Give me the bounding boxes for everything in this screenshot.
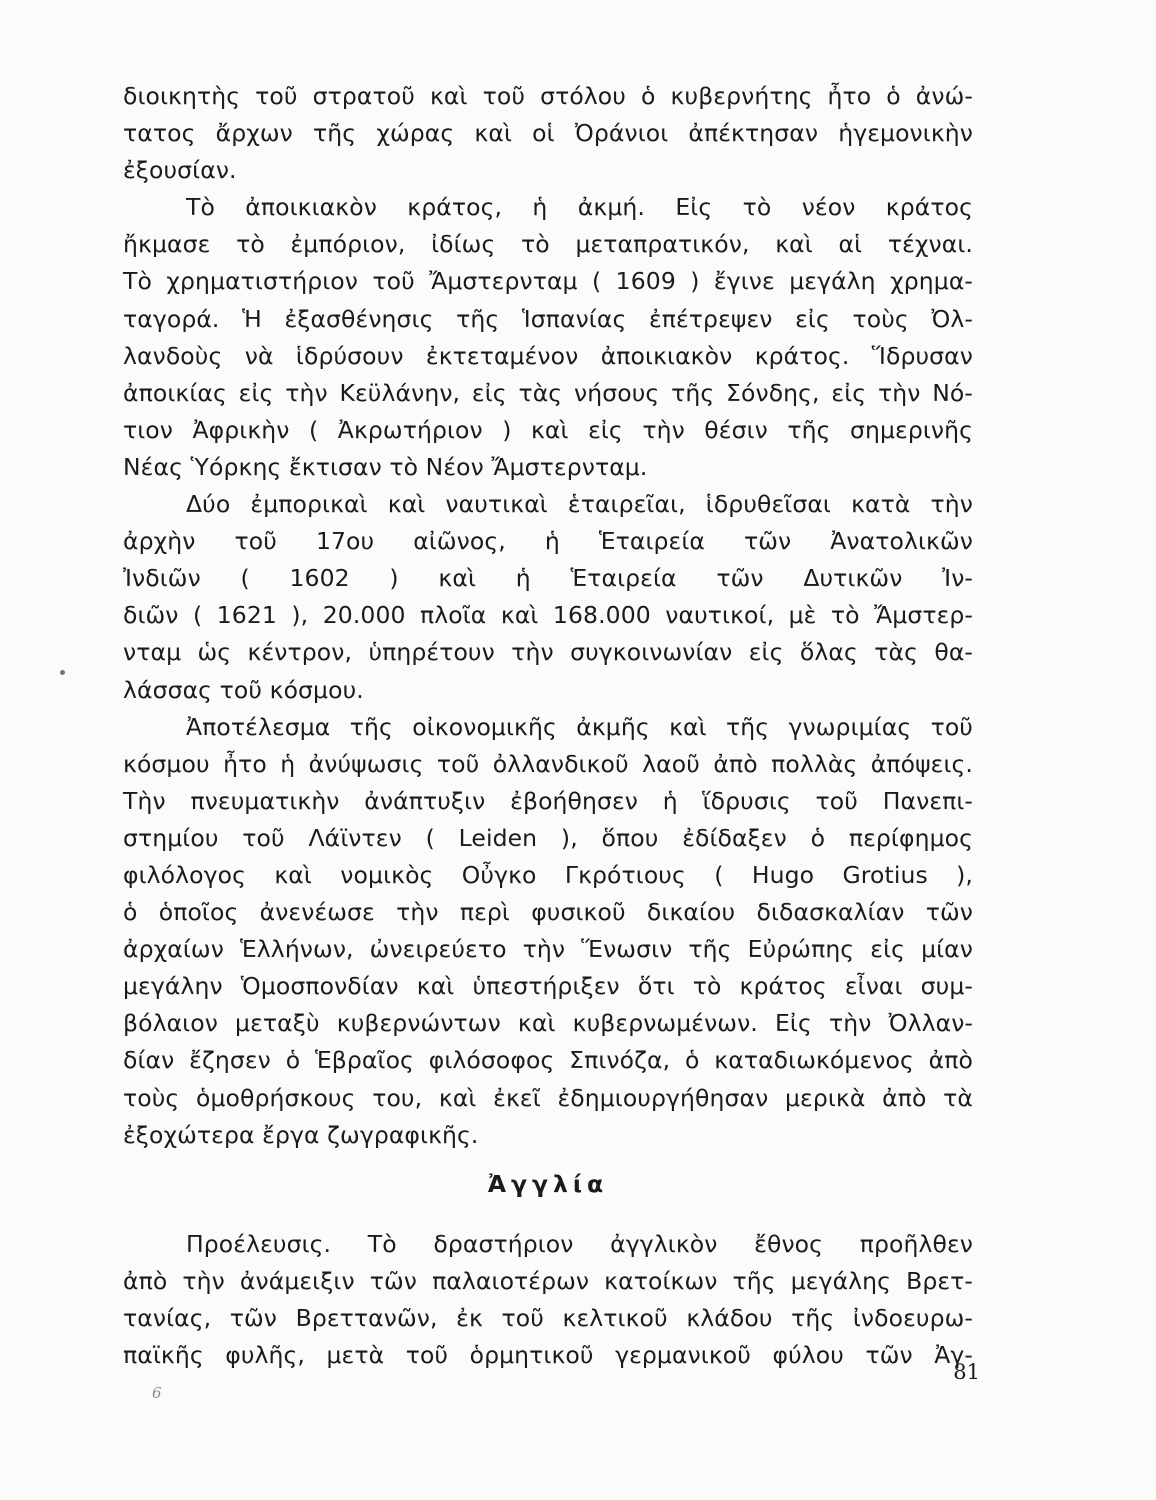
spacer	[123, 1210, 973, 1226]
ink-dot-mark	[60, 670, 65, 675]
text-line: ἤκμασε τὸ ἐμπόριον, ἰδίως τὸ μεταπρατικόν, καὶ αἱ τέχναι.	[123, 230, 973, 259]
text-line: ἀπὸ τὴν ἀνάμειξιν τῶν παλαιοτέρων κατοίκων τῆς μεγάλης Βρετ-	[123, 1266, 973, 1295]
section-lead-line: Προέλευσις. Τὸ δραστήριον ἀγγλικὸν ἔθνος προῆλθεν	[186, 1229, 973, 1258]
text-line: διῶν ( 1621 ), 20.000 πλοῖα καὶ 168.000 ναυτικοί, μὲ τὸ Ἄμστερ-	[123, 601, 973, 630]
text-line: παϊκῆς φυλῆς, μετὰ τοῦ ὁρμητικοῦ γερμανικοῦ φύλου τῶν Ἀγ-	[123, 1341, 973, 1369]
section-lead-line: Τὸ ἀποικιακὸν κράτος, ἡ ἀκμή. Εἰς τὸ νέον κράτος	[186, 193, 973, 222]
margin-mark: 6	[152, 1384, 162, 1402]
text-line: ἀρχὴν τοῦ 17ου αἰῶνος, ἡ Ἑταιρεία τῶν Ἀνατολικῶν	[123, 527, 973, 556]
text-line: ἐξοχώτερα ἔργα ζωγραφικῆς.	[123, 1120, 479, 1149]
text-line: δίαν ἔζησεν ὁ Ἑβραῖος φιλόσοφος Σπινόζα, ὁ καταδιωκόμενος ἀπὸ	[123, 1046, 973, 1075]
text-line: τιον Ἀφρικὴν ( Ἀκρωτήριον ) καὶ εἰς τὴν θέσιν τῆς σημερινῆς	[123, 415, 973, 444]
text-line: Ἰνδιῶν ( 1602 ) καὶ ἡ Ἑταιρεία τῶν Δυτικῶν Ἰν-	[123, 564, 973, 593]
text-line: τανίας, τῶν Βρεττανῶν, ἐκ τοῦ κελτικοῦ κλάδου τῆς ἰνδοευρω-	[123, 1303, 973, 1332]
text-line: τοὺς ὁμοθρήσκους του, καὶ ἐκεῖ ἐδημιουργήθησαν μερικὰ ἀπὸ τὰ	[123, 1083, 973, 1112]
text-line: στημίου τοῦ Λάϊντεν ( Leiden ), ὅπου ἐδίδαξεν ὁ περίφημος	[123, 823, 973, 852]
text-line: κόσμου ἦτο ἡ ἀνύψωσις τοῦ ὀλλανδικοῦ λαοῦ ἀπὸ πολλὰς ἀπόψεις.	[123, 749, 973, 778]
page-number: 81	[953, 1360, 980, 1384]
text-line: φιλόλογος καὶ νομικὸς Οὖγκο Γκρότιους ( Hugo Grotius ),	[123, 860, 973, 889]
text-line: μεγάλην Ὁμοσπονδίαν καὶ ὑπεστήριξεν ὅτι τὸ κράτος εἶναι συμ-	[123, 972, 973, 1001]
text-line: ἀποικίας εἰς τὴν Κεϋλάνην, εἰς τὰς νήσους τῆς Σόνδης, εἰς τὴν Νό-	[123, 378, 973, 407]
text-line: ὁ ὁποῖος ἀνενέωσε τὴν περὶ φυσικοῦ δικαίου διδασκαλίαν τῶν	[123, 898, 973, 927]
text-line: ταγορά. Ἡ ἐξασθένησις τῆς Ἱσπανίας ἐπέτρεψεν εἰς τοὺς Ὀλ-	[123, 304, 973, 333]
text-line: Νέας Ὑόρκης ἔκτισαν τὸ Νέον Ἄμστερνταμ.	[123, 452, 648, 481]
text-line: Τὸ χρηματιστήριον τοῦ Ἄμστερνταμ ( 1609 ) ἔγινε μεγάλη χρημα-	[123, 267, 973, 296]
text-line: νταμ ὡς κέντρον, ὑπηρέτουν τὴν συγκοινωνίαν εἰς ὅλας τὰς θα-	[123, 638, 973, 667]
text-line: διοικητὴς τοῦ στρατοῦ καὶ τοῦ στόλου ὁ κυβερνήτης ἦτο ὁ ἀνώ-	[123, 82, 973, 110]
text-line: ἐξουσίαν.	[123, 156, 237, 185]
section-heading: Ἀγγλία	[487, 1169, 609, 1198]
text-line: τατος ἄρχων τῆς χώρας καὶ οἱ Ὀράνιοι ἀπέκτησαν ἡγεμονικὴν	[123, 119, 973, 148]
paragraph-first-line: Δύο ἐμπορικαὶ καὶ ναυτικαὶ ἑταιρεῖαι, ἱδρυθεῖσαι κατὰ τὴν	[186, 490, 973, 519]
paragraph-first-line: Ἀποτέλεσμα τῆς οἰκονομικῆς ἀκμῆς καὶ τῆς γνωριμίας τοῦ	[186, 712, 973, 741]
text-line: βόλαιον μεταξὺ κυβερνώντων καὶ κυβερνωμένων. Εἰς τὴν Ὀλλαν-	[123, 1009, 973, 1038]
body-text	[123, 78, 973, 1374]
text-line: Τὴν πνευματικὴν ἀνάπτυξιν ἐβοήθησεν ἡ ἵδρυσις τοῦ Πανεπι-	[123, 786, 973, 815]
text-line: λανδοὺς νὰ ἱδρύσουν ἐκτεταμένον ἀποικιακὸν κράτος. Ἵδρυσαν	[123, 341, 973, 370]
text-line: ἀρχαίων Ἑλλήνων, ὠνειρεύετο τὴν Ἕνωσιν τῆς Εὐρώπης εἰς μίαν	[123, 935, 973, 964]
text-line: λάσσας τοῦ κόσμου.	[123, 675, 364, 704]
